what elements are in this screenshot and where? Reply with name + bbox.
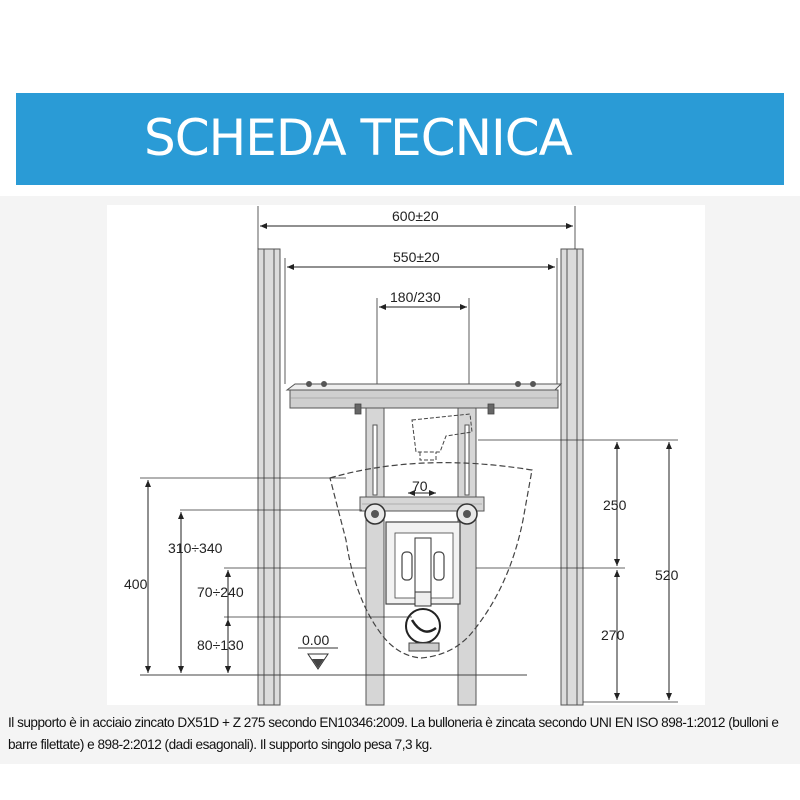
page-title: SCHEDA TECNICA: [144, 109, 572, 167]
left-upright: [366, 408, 384, 705]
dim-label-hole-spacing: 70: [412, 478, 428, 494]
dim-label-inner-width: 550±20: [393, 249, 440, 265]
header-banner: [16, 93, 784, 185]
left-fixing-bolt: [365, 504, 385, 524]
floor-level-label: 0.00: [302, 632, 330, 648]
dim-label-range-lower: 80÷130: [197, 637, 244, 653]
right-upright: [458, 408, 476, 705]
right-fixing-bolt: [457, 504, 477, 524]
dim-label-outer-width: 600±20: [392, 208, 439, 224]
dim-label-bracket-spacing: 180/230: [390, 289, 441, 305]
description-text: Il supporto è in acciaio zincato DX51D + Z 275 secondo EN10346:2009. La bulloneria è zincata secondo UNI EN ISO 898-1:2012 (bulloni e barre filettate) e 898-2:2012 (dadi esagonali). Il supporto singolo pesa 7,3 kg.: [8, 715, 779, 752]
right-wall-profile: [561, 249, 583, 705]
dim-label-range-middle: 70÷240: [197, 584, 244, 600]
dim-label-range-upper: 310÷340: [168, 540, 223, 556]
technical-drawing: [0, 196, 800, 712]
dim-label-total-height: 520: [655, 567, 679, 583]
dim-label-left-height: 400: [124, 576, 148, 592]
water-inlet: [415, 538, 431, 592]
dim-label-upper-height: 250: [603, 497, 627, 513]
dim-label-lower-height: 270: [601, 627, 625, 643]
left-wall-profile: [258, 249, 280, 705]
